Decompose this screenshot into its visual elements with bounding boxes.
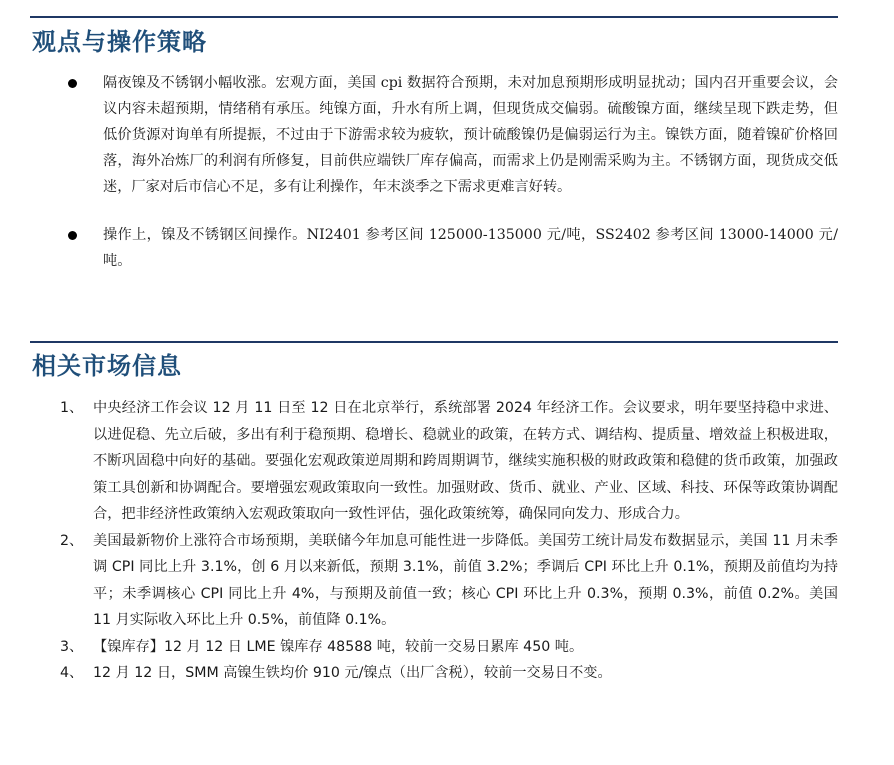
list-item-number: 2、 <box>60 532 84 549</box>
section-rule-market <box>30 341 838 343</box>
list-item <box>60 634 838 661</box>
list-item <box>60 660 838 687</box>
section-title-strategy: 观点与操作策略 <box>32 28 207 56</box>
market-info-list <box>60 395 838 687</box>
bullet-item <box>66 70 838 200</box>
bullet-dot-icon <box>68 79 77 88</box>
bullet-dot-icon <box>68 231 77 240</box>
list-item-number: 3、 <box>60 638 84 655</box>
list-item-number: 1、 <box>60 400 84 416</box>
list-item-number: 4、 <box>60 665 84 681</box>
section-title-market: 相关市场信息 <box>32 352 182 380</box>
section-rule-top <box>30 16 838 18</box>
bullet-text: 隔夜镍及不锈钢小幅收涨。宏观方面，美国 cpi 数据符合预期，未对加息预期形成明显扰动；国内召开重要会议，会议内容未超预期，情绪稍有承压。纯镍方面，升水有所上调，但现货成交偏弱。硫酸镍方面，继续呈现下跌走势，但低价货源对询单有所提振，不过由于下游需求较为疲软，预计硫酸镍仍是偏弱运行为主。镍铁方面，随着镍矿价格回落，海外冶炼厂的利润有所修复，目前供应端铁厂库存偏高，而需求上仍是刚需采购为主。不锈钢方面，现货成交低迷，厂家对后市信心不足，多有让利操作，年末淡季之下需求更难言好转。 <box>103 75 838 195</box>
list-item-text: 中央经济工作会议 12 月 11 日至 12 日在北京举行，系统部署 2024 年经济工作。会议要求，明年要坚持稳中求进、以进促稳、先立后破，多出有利于稳预期、稳增长、稳就业的政策，在转方式、调结构、提质量、增效益上积极进取，不断巩固稳中向好的基础。要强化宏观政策逆周期和跨周期调节，继续实施积极的财政政策和稳健的货币政策，加强政策工具创新和协调配合。要增强宏观政策取向一致性。加强财政、货币、就业、产业、区域、科技、环保等政策协调配合，把非经济性政策纳入宏观政策取向一致性评估，强化政策统筹，确保同向发力、形成合力。 <box>93 400 838 522</box>
list-item <box>60 395 838 528</box>
list-item-text: 12 月 12 日，SMM 高镍生铁均价 910 元/镍点（出厂含税），较前一交易日不变。 <box>93 665 612 681</box>
list-item-text: 美国最新物价上涨符合市场预期，美联储今年加息可能性进一步降低。美国劳工统计局发布数据显示，美国 11 月未季调 CPI 同比上升 3.1%，创 6 月以来新低，预期 3.1%，前值 3.2%；季调后 CPI 环比上升 0.1%，预期及前值均为持平；未季调核心 CPI 同比上升 4%，与预期及前值一致；核心 CPI 环比上升 0.3%，预期 0.3%，前值 0.2%。美国 11 月实际收入环比上升 0.5%，前值降 0.1%。 <box>93 532 838 628</box>
strategy-bullet-list <box>66 70 838 274</box>
bullet-text: 操作上，镍及不锈钢区间操作。NI2401 参考区间 125000-135000 元/吨，SS2402 参考区间 13000-14000 元/吨。 <box>103 227 838 269</box>
list-item-text: 【镍库存】12 月 12 日 LME 镍库存 48588 吨，较前一交易日累库 450 吨。 <box>93 638 584 655</box>
bullet-item <box>66 222 838 274</box>
list-item <box>60 528 838 634</box>
